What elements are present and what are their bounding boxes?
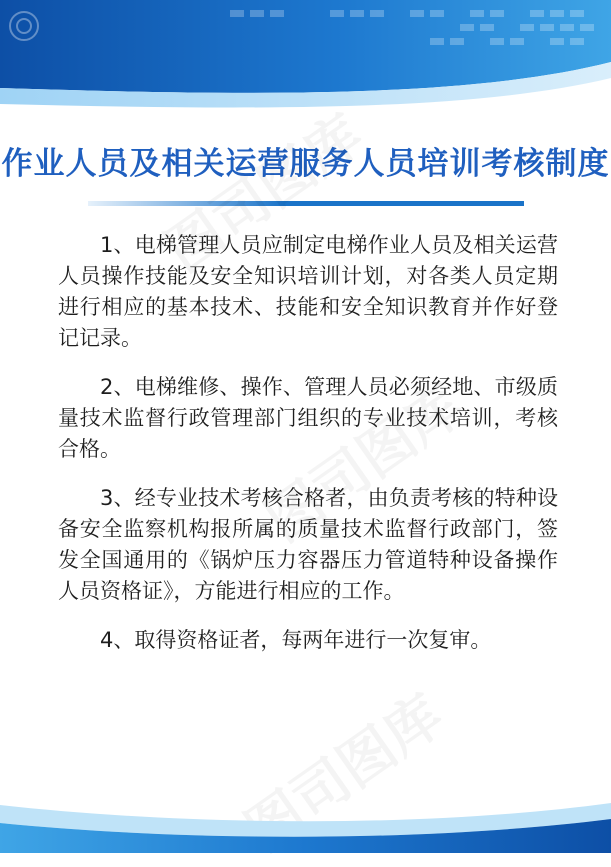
paragraph-3: 3、经专业技术考核合格者，由负责考核的特种设备安全监察机构报所属的质量技术监督行政部门，签发全国通用的《锅炉压力容器压力管道特种设备操作人员资格证》，方能进行相应的工作。	[58, 486, 558, 603]
paragraph-2: 2、电梯维修、操作、管理人员必须经地、市级质量技术监督行政管理部门组织的专业技术培训，考核合格。	[58, 375, 558, 461]
header-banner	[0, 0, 611, 125]
paragraph-1: 1、电梯管理人员应制定电梯作业人员及相关运营人员操作技能及安全知识培训计划，对各类人员定期进行相应的基本技术、技能和安全知识教育并作好登记记录。	[58, 233, 558, 350]
page-title: 作业人员及相关运营服务人员培训考核制度	[1, 146, 610, 182]
paragraph-4: 4、取得资格证者，每两年进行一次复审。	[100, 628, 492, 652]
footer-banner	[0, 783, 611, 853]
